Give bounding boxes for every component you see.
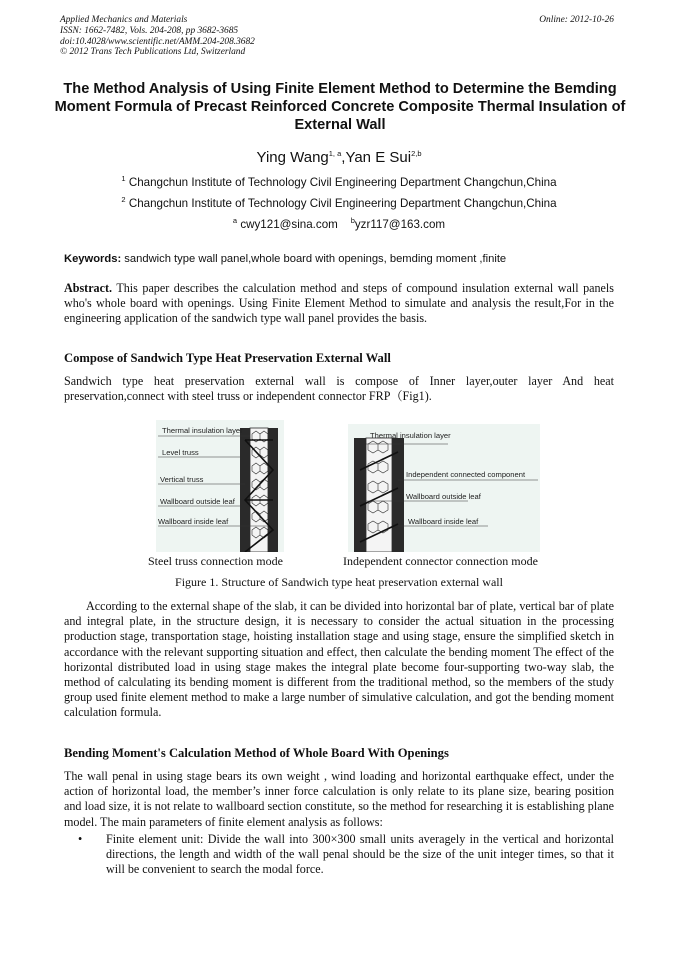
author-1-name: Ying Wang bbox=[256, 149, 329, 166]
fig-left-label-insulation: Thermal insulation layer bbox=[162, 426, 243, 435]
abstract bbox=[64, 281, 614, 327]
section-1-text: Sandwich type heat preservation external wall is compose of Inner layer,outer layer And heat preservation,connect with steel truss or independent connector FRP（Fig1). bbox=[64, 374, 614, 404]
online-date: Online: 2012-10-26 bbox=[539, 15, 614, 25]
fig-right-label-insulation: Thermal insulation layer bbox=[370, 431, 451, 440]
journal-header bbox=[60, 15, 255, 58]
figure-1-right-caption: Independent connector connection mode bbox=[343, 554, 538, 568]
affiliation-2-sup: 2 bbox=[121, 195, 126, 205]
email-a[interactable]: cwy121@sina.com bbox=[240, 218, 338, 231]
journal-copyright: © 2012 Trans Tech Publications Ltd, Switzerland bbox=[60, 47, 246, 58]
fig-left-label-vertical-truss: Vertical truss bbox=[160, 475, 204, 484]
author-emails bbox=[0, 218, 678, 231]
wall-inner-leaf-shape bbox=[392, 438, 404, 552]
insulation-core-shape bbox=[250, 428, 268, 552]
affiliation-1-text: Changchun Institute of Technology Civil Engineering Department Changchun,China bbox=[128, 176, 557, 189]
keywords-label: Keywords: bbox=[64, 253, 122, 265]
author-1-sup: 1, a bbox=[328, 149, 342, 158]
body-paragraph-2: According to the external shape of the slab, it can be divided into horizontal bar of plate, vertical bar of plate and integral plate, in the structure design, it is necessary to consider the actual situation in the processing production stage, transportation stage, hoisting installation stage and using stage, ensure the simplified sketch in accordance with the relevant supporting situation and effect, then calculate the bending moment The effect of the horizontal distributed load in using stage makes the integral plate become four-supporting two-way slab, the method of calculating its bending moment is different from the traditional method, so the members of the study group used finite element method to make a large number of simulative calculation, and got the bending moment calculation formula. bbox=[64, 599, 614, 720]
journal-name: Applied Mechanics and Materials bbox=[60, 15, 188, 25]
figure-1-right-diagram bbox=[348, 424, 540, 552]
paper-title: The Method Analysis of Using Finite Element Method to Determine the Bemding Moment Formula of Precast Reinforced Concrete Composite Thermal Insulation of External Wall bbox=[54, 81, 626, 133]
email-b-sup: b bbox=[350, 216, 355, 226]
affiliation-2-text: Changchun Institute of Technology Civil Engineering Department Changchun,China bbox=[128, 197, 557, 210]
keywords bbox=[64, 253, 506, 265]
author-separator: , bbox=[341, 149, 346, 166]
list-item bbox=[78, 832, 614, 878]
section-2-text: The wall penal in using stage bears its own weight , wind loading and horizontal earthquake effect, under the action of horizontal load, the member’s inner force calculation is only relate to its plane size, bearing position and load size, it is not relate to wallboard section constitute, so the method for researching it is establishing plane model. The main parameters of finite element analysis as follows: bbox=[64, 769, 614, 829]
email-b[interactable]: yzr117@163.com bbox=[354, 218, 446, 231]
journal-doi: doi:10.4028/www.scientific.net/AMM.204-208.3682 bbox=[60, 36, 255, 47]
wall-outer-leaf-shape bbox=[240, 428, 250, 552]
fig-right-label-inside-leaf: Wallboard inside leaf bbox=[408, 517, 479, 526]
keywords-text: sandwich type wall panel,whole board with openings, bemding moment ,finite bbox=[121, 253, 507, 265]
fig-right-label-outside-leaf: Wallboard outside leaf bbox=[406, 492, 481, 501]
section-2-heading: Bending Moment's Calculation Method of Whole Board With Openings bbox=[64, 746, 449, 760]
figure-1-caption: Figure 1. Structure of Sandwich type heat preservation external wall bbox=[175, 575, 503, 589]
fig-left-label-inside-leaf: Wallboard inside leaf bbox=[158, 517, 229, 526]
section-1-heading: Compose of Sandwich Type Heat Preservation External Wall bbox=[64, 351, 391, 365]
fig-left-label-level-truss: Level truss bbox=[162, 448, 199, 457]
author-2-sup: 2,b bbox=[411, 149, 422, 158]
wall-outer-leaf-shape bbox=[354, 438, 366, 552]
bullet-icon: • bbox=[78, 832, 83, 846]
abstract-label: Abstract. bbox=[64, 281, 113, 295]
email-a-sup: a bbox=[232, 216, 238, 226]
affiliation-1-sup: 1 bbox=[121, 174, 126, 184]
affiliation-1 bbox=[0, 176, 678, 189]
figure-1-left-diagram bbox=[156, 420, 284, 552]
affiliation-2 bbox=[0, 197, 678, 210]
author-2-name: Yan E Sui bbox=[345, 149, 412, 166]
figure-1-left-caption: Steel truss connection mode bbox=[148, 554, 283, 568]
insulation-core-shape bbox=[366, 438, 392, 552]
abstract-text: This paper describes the calculation method and steps of compound insulation external wall panels who's whole board with openings. Using Finite Element Method to simulate and analysis the result,For in the engineering application of the sandwich type wall panel provides the basis. bbox=[64, 281, 614, 326]
fig-left-label-outside-leaf: Wallboard outside leaf bbox=[160, 497, 235, 506]
fig-right-label-independent-connector: Independent connected component bbox=[406, 470, 526, 479]
journal-issn: ISSN: 1662-7482, Vols. 204-208, pp 3682-3685 bbox=[60, 25, 239, 36]
authors bbox=[0, 149, 678, 166]
list-item-text: Finite element unit: Divide the wall into 300×300 small units averagely in the vertical and horizontal directions, the length and width of the wall penal should be the size of the unit integer times, so that it will be convenient to search the modal force. bbox=[106, 832, 614, 877]
